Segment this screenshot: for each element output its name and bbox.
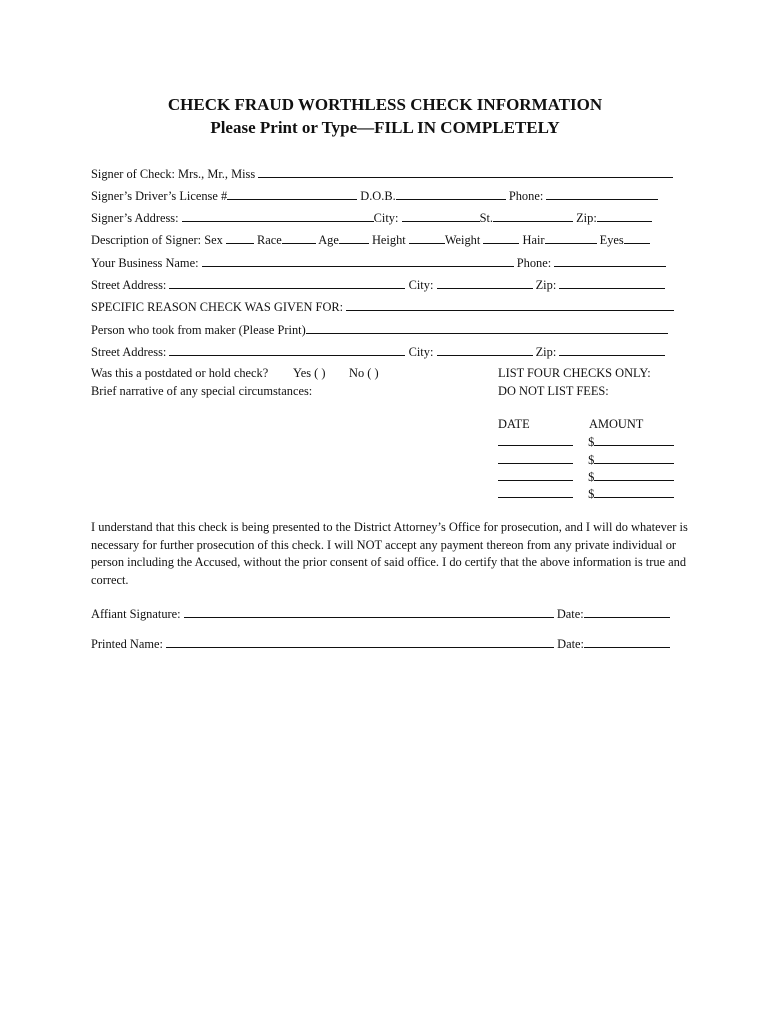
certification-statement: I understand that this check is being presented to the District Attorney’s Office for prosecution, and I will do whatever is necessary for further prosecution of this check. I will NOT accept any payment thereon from any private individual or person including the Accused, without the prior consent of said office. I do certify that the above information is true and correct. [91,520,688,587]
printed-name-label: Printed Name: [91,637,163,651]
checks-heading-1: LIST FOUR CHECKS ONLY: [498,366,651,380]
person-street-field[interactable] [169,344,405,356]
check-amount-field[interactable] [594,486,674,498]
business-name-field[interactable] [202,255,514,267]
zip-field[interactable] [597,210,652,222]
narrative-label: Brief narrative of any special circumstances: [91,384,313,398]
check-amount-field[interactable] [594,452,674,464]
reason-field[interactable] [346,299,674,311]
business-zip-label: Zip: [535,278,557,292]
check-row [498,469,674,485]
check-row [498,434,674,450]
printed-name-field[interactable] [166,636,554,648]
dollar-sign: $ [588,453,595,467]
business-city-label: City: [408,278,434,292]
dollar-sign: $ [588,470,595,484]
signer-name-label: Signer of Check: Mrs., Mr., Miss [91,167,256,181]
dollar-sign: $ [588,435,595,449]
hair-label: Hair [522,233,545,247]
signer-name-row [91,166,673,182]
license-row [91,188,658,204]
postdated-question: Was this a postdated or hold check? [91,366,269,380]
phone-label: Phone: [508,189,544,203]
affiant-signature-label: Affiant Signature: [91,607,181,621]
affiant-signature-row [91,606,670,622]
reason-label: SPECIFIC REASON CHECK WAS GIVEN FOR: [91,300,344,314]
check-date-field[interactable] [498,434,573,446]
business-zip-field[interactable] [559,277,665,289]
printed-date-field[interactable] [584,636,670,648]
yes-checkbox[interactable]: Yes ( ) [293,366,326,380]
hair-field[interactable] [545,232,597,244]
affiant-signature-field[interactable] [184,606,554,618]
sex-label: Description of Signer: Sex [91,233,223,247]
check-row [498,452,674,468]
age-label: Age [318,233,339,247]
check-row [498,486,674,502]
check-date-field[interactable] [498,486,573,498]
form-subtitle: Please Print or Type—FILL IN COMPLETELY [210,118,560,137]
street-address-field[interactable] [169,277,405,289]
person-address-row [91,344,665,360]
amount-column-header: AMOUNT [589,417,644,431]
state-label: St. [479,211,493,225]
reason-row [91,299,674,315]
business-row [91,255,666,271]
person-zip-field[interactable] [559,344,665,356]
person-city-field[interactable] [437,344,533,356]
checks-heading-2: DO NOT LIST FEES: [498,384,609,398]
sex-field[interactable] [226,232,254,244]
drivers-license-label: Signer’s Driver’s License # [91,189,228,203]
check-date-field[interactable] [498,452,573,464]
eyes-label: Eyes [599,233,624,247]
phone-field[interactable] [546,188,658,200]
affiant-date-label: Date: [556,607,584,621]
check-date-field[interactable] [498,469,573,481]
city-label: City: [373,211,399,225]
zip-label: Zip: [576,211,597,225]
description-row [91,232,650,248]
address-label: Signer’s Address: [91,211,179,225]
race-label: Race [257,233,282,247]
no-checkbox[interactable]: No ( ) [349,366,379,380]
dob-label: D.O.B. [360,189,396,203]
state-field[interactable] [493,210,573,222]
person-row [91,322,668,338]
date-column-header: DATE [498,417,530,431]
street-address-label: Street Address: [91,278,167,292]
printed-name-row [91,636,670,652]
eyes-field[interactable] [624,232,650,244]
dob-field[interactable] [396,188,506,200]
affiant-date-field[interactable] [584,606,670,618]
signer-name-field[interactable] [258,166,673,178]
address-field[interactable] [182,210,374,222]
form-title: CHECK FRAUD WORTHLESS CHECK INFORMATION [167,95,603,114]
person-took-label: Person who took from maker (Please Print) [91,323,306,337]
business-city-field[interactable] [437,277,533,289]
height-label: Height [371,233,406,247]
person-street-label: Street Address: [91,345,167,359]
business-address-row [91,277,665,293]
business-phone-field[interactable] [554,255,666,267]
check-amount-field[interactable] [594,469,674,481]
city-field[interactable] [402,210,480,222]
person-city-label: City: [408,345,434,359]
drivers-license-field[interactable] [227,188,357,200]
business-name-label: Your Business Name: [91,256,199,270]
person-took-field[interactable] [306,322,668,334]
age-field[interactable] [339,232,369,244]
weight-field[interactable] [483,232,519,244]
dollar-sign: $ [588,487,595,501]
race-field[interactable] [282,232,316,244]
printed-date-label: Date: [557,637,584,651]
person-zip-label: Zip: [535,345,557,359]
address-row [91,210,652,226]
check-amount-field[interactable] [594,434,674,446]
weight-label: Weight [444,233,481,247]
height-field[interactable] [409,232,445,244]
business-phone-label: Phone: [516,256,552,270]
